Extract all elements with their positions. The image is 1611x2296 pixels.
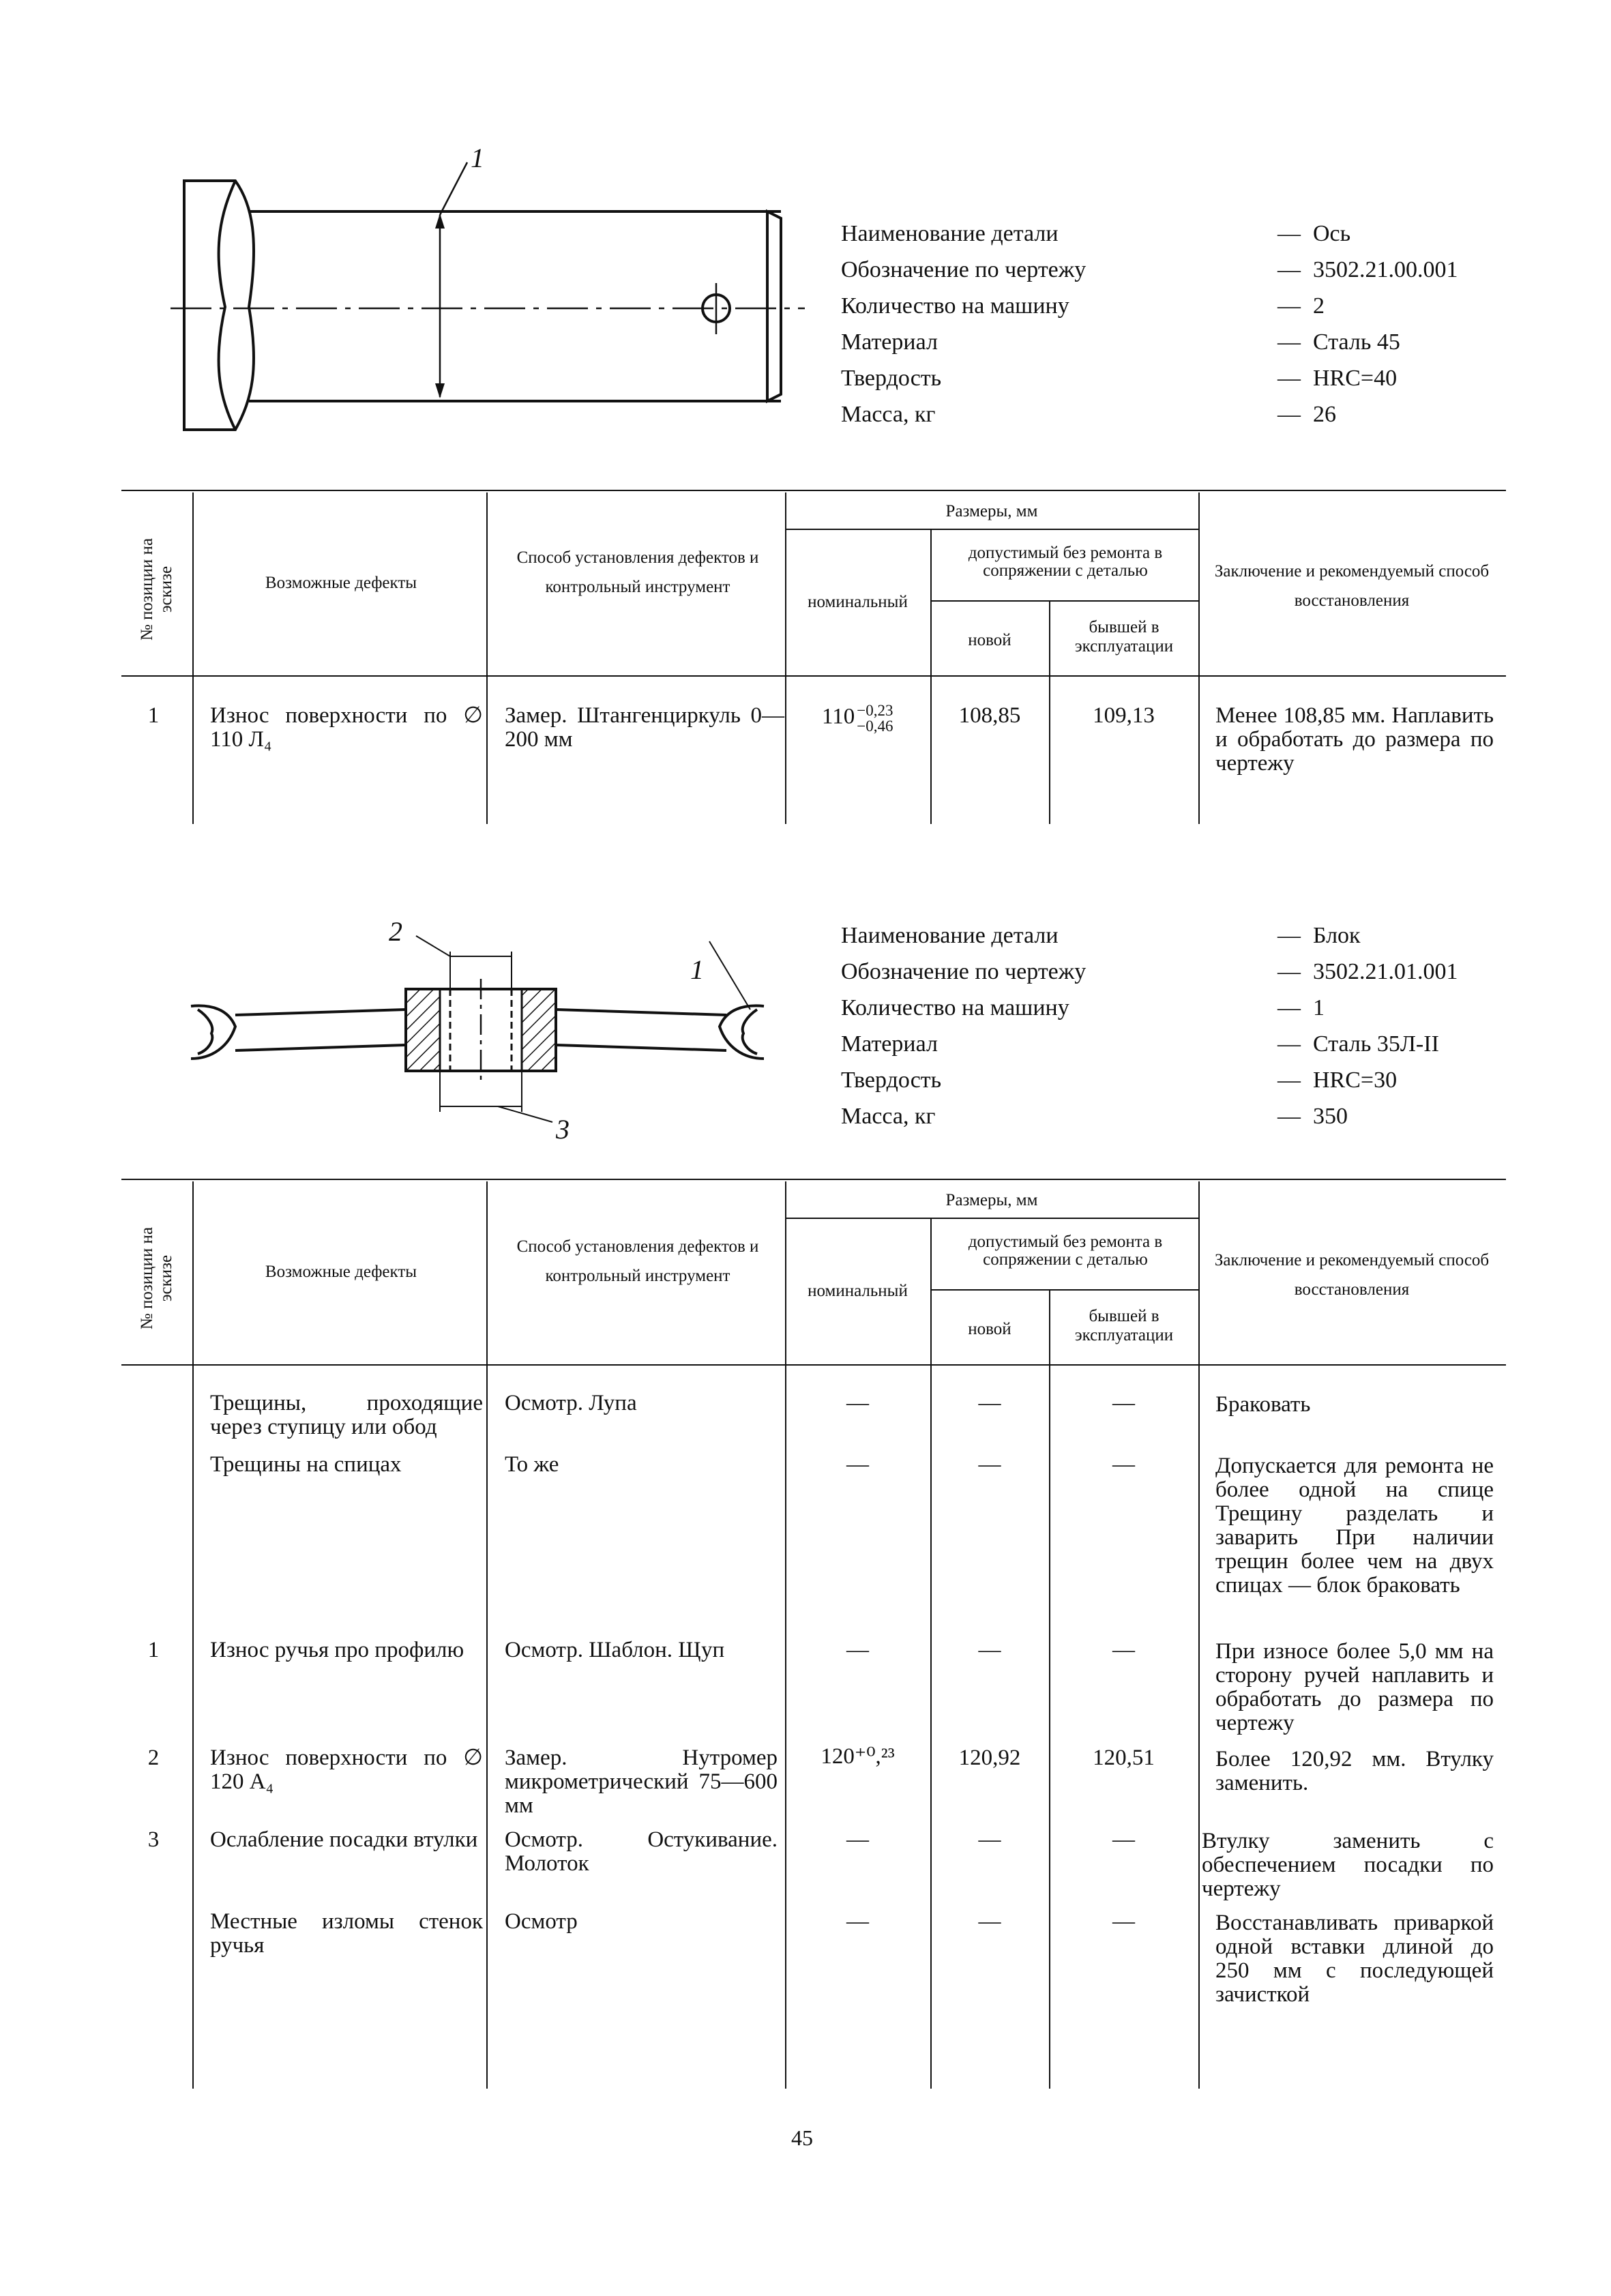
row-nominal: — bbox=[846, 1452, 869, 1477]
header-nominal: номинальный bbox=[808, 593, 908, 611]
row-method: Замер. Штангенциркуль 0—200 мм bbox=[505, 703, 784, 752]
header-rule bbox=[930, 600, 1198, 602]
row-used: — bbox=[1112, 1827, 1135, 1852]
property-value: Сталь 35Л-II bbox=[1313, 1031, 1439, 1057]
property-row bbox=[841, 1098, 1458, 1134]
property-row bbox=[841, 288, 1458, 324]
table-top-rule bbox=[121, 490, 1506, 491]
property-row bbox=[841, 917, 1458, 954]
nominal-lower-tol: −0,46 bbox=[857, 718, 893, 735]
header-used: бывшей в эксплуатации bbox=[1074, 1307, 1174, 1344]
property-dash: — bbox=[1277, 221, 1301, 246]
property-value: Блок bbox=[1313, 923, 1361, 948]
col-divider bbox=[192, 1181, 194, 2089]
row-nominal: 120⁺⁰,²³ bbox=[821, 1744, 895, 1769]
property-row bbox=[841, 252, 1458, 288]
header-bottom-rule bbox=[121, 1364, 1506, 1366]
row-new: 120,92 bbox=[958, 1746, 1021, 1770]
nominal-upper-tol: −0,23 bbox=[857, 702, 893, 719]
row-used: — bbox=[1112, 1909, 1135, 1934]
col-divider bbox=[192, 492, 194, 824]
row-used: — bbox=[1112, 1391, 1135, 1415]
row-nominal bbox=[822, 703, 924, 734]
property-value: 3502.21.01.001 bbox=[1313, 959, 1458, 984]
callout-1: 1 bbox=[471, 143, 484, 173]
row-method: То же bbox=[505, 1452, 559, 1477]
row-used: — bbox=[1112, 1452, 1135, 1477]
row-pos: 1 bbox=[147, 1638, 160, 1662]
property-dash: — bbox=[1277, 1104, 1301, 1129]
property-label: Наименование детали bbox=[841, 221, 1059, 246]
property-dash: — bbox=[1277, 402, 1301, 427]
row-new: — bbox=[978, 1638, 1001, 1662]
row-nominal: — bbox=[846, 1391, 869, 1415]
header-defects: Возможные дефекты bbox=[265, 1263, 417, 1281]
header-used: бывшей в эксплуатации bbox=[1074, 618, 1174, 656]
row-conclusion: Восстанавливать приваркой одной вставки длиной до 250 мм с последующей зачисткой bbox=[1215, 1911, 1494, 2007]
col-divider bbox=[486, 492, 488, 824]
header-allowed: допустимый без ремонта в сопряжении с деталью bbox=[968, 544, 1163, 580]
row-pos: 3 bbox=[147, 1827, 160, 1852]
row-conclusion: Менее 108,85 мм. Наплавить и обработать до размера по чертежу bbox=[1215, 703, 1494, 776]
header-bottom-rule bbox=[121, 675, 1506, 677]
property-value: 2 bbox=[1313, 293, 1325, 319]
row-used: 109,13 bbox=[1093, 703, 1155, 728]
row-defect: Износ поверхности по ∅ 110 Л₄ bbox=[210, 703, 483, 752]
property-dash: — bbox=[1277, 366, 1301, 391]
row-defect: Ослабление посадки втулки bbox=[210, 1827, 478, 1852]
page-number: 45 bbox=[791, 2125, 813, 2150]
header-defects: Возможные дефекты bbox=[265, 574, 417, 592]
nominal-base: 110 bbox=[822, 704, 855, 729]
row-pos: 2 bbox=[147, 1746, 160, 1770]
property-label: Обозначение по чертежу bbox=[841, 959, 1087, 984]
row-used: — bbox=[1112, 1638, 1135, 1662]
row-method: Осмотр. Шаблон. Щуп bbox=[505, 1638, 725, 1662]
property-dash: — bbox=[1277, 959, 1301, 984]
property-dash: — bbox=[1277, 293, 1301, 319]
row-nominal: — bbox=[846, 1909, 869, 1934]
col-divider bbox=[1198, 1181, 1200, 2089]
property-row bbox=[841, 1026, 1458, 1062]
row-new: 108,85 bbox=[958, 703, 1021, 728]
property-label: Наименование детали bbox=[841, 923, 1059, 948]
header-conclusion: Заключение и рекомендуемый способ восстановления bbox=[1214, 1251, 1490, 1299]
row-conclusion: При износе более 5,0 мм на сторону ручей наплавить и обработать до размера по чертежу bbox=[1215, 1639, 1494, 1735]
property-row bbox=[841, 360, 1458, 396]
callout-3: 3 bbox=[556, 1114, 570, 1145]
axle-drawing bbox=[157, 143, 812, 443]
property-dash: — bbox=[1277, 995, 1301, 1020]
property-value: 26 bbox=[1313, 402, 1336, 427]
property-dash: — bbox=[1277, 329, 1301, 355]
property-value: HRC=30 bbox=[1313, 1068, 1398, 1093]
header-pos: № позиции на эскизе bbox=[138, 538, 175, 641]
header-method: Способ установления дефектов и контрольный инструмент bbox=[516, 1237, 759, 1285]
property-label: Масса, кг bbox=[841, 1104, 936, 1129]
property-label: Масса, кг bbox=[841, 402, 936, 427]
row-conclusion: Втулку заменить с обеспечением посадки по чертежу bbox=[1202, 1829, 1494, 1901]
row-method: Замер. Нутромер микрометрический 75—600 мм bbox=[505, 1746, 778, 1818]
header-rule bbox=[930, 1289, 1198, 1291]
header-rule bbox=[785, 1218, 1198, 1219]
row-conclusion: Браковать bbox=[1215, 1392, 1311, 1417]
col-divider bbox=[785, 1181, 786, 2089]
row-defect: Трещины, проходящие через ступицу или обод bbox=[210, 1391, 483, 1439]
row-defect: Трещины на спицах bbox=[210, 1452, 402, 1477]
row-method: Осмотр. Лупа bbox=[505, 1391, 637, 1415]
property-label: Твердость bbox=[841, 1068, 942, 1093]
property-row bbox=[841, 990, 1458, 1026]
row-used: 120,51 bbox=[1093, 1746, 1155, 1770]
callout-2: 2 bbox=[389, 916, 402, 947]
header-rule bbox=[785, 529, 1198, 530]
row-nominal: — bbox=[846, 1638, 869, 1662]
property-dash: — bbox=[1277, 1031, 1301, 1057]
header-sizes: Размеры, мм bbox=[945, 502, 1038, 520]
property-value: Ось bbox=[1313, 221, 1351, 246]
col-divider bbox=[1198, 492, 1200, 824]
property-value: 1 bbox=[1313, 995, 1325, 1020]
property-value: 350 bbox=[1313, 1104, 1348, 1129]
col-divider bbox=[486, 1181, 488, 2089]
part1-properties bbox=[841, 216, 1458, 432]
row-defect: Износ ручья про профилю bbox=[210, 1638, 464, 1662]
row-new: — bbox=[978, 1827, 1001, 1852]
property-row bbox=[841, 324, 1458, 360]
property-dash: — bbox=[1277, 257, 1301, 282]
property-dash: — bbox=[1277, 1068, 1301, 1093]
property-value: HRC=40 bbox=[1313, 366, 1398, 391]
row-conclusion: Более 120,92 мм. Втулку заменить. bbox=[1215, 1747, 1494, 1795]
row-conclusion: Допускается для ремонта не более одной на спице Трещину разделать и заварить При наличии трещин более чем на двух спицах — блок браковать bbox=[1215, 1454, 1494, 1598]
property-row bbox=[841, 954, 1458, 990]
row-defect: Износ поверхности по ∅ 120 А₄ bbox=[210, 1746, 483, 1794]
property-value: 3502.21.00.001 bbox=[1313, 257, 1458, 282]
property-label: Количество на машину bbox=[841, 293, 1069, 319]
header-new: новой bbox=[968, 631, 1011, 649]
row-method: Осмотр bbox=[505, 1909, 578, 1934]
row-defect: Местные изломы стенок ручья bbox=[210, 1909, 483, 1958]
header-pos: № позиции на эскизе bbox=[138, 1226, 175, 1330]
property-row bbox=[841, 1062, 1458, 1098]
header-sizes: Размеры, мм bbox=[945, 1191, 1038, 1209]
row-method: Осмотр. Остукивание. Молоток bbox=[505, 1827, 778, 1876]
property-row bbox=[841, 396, 1458, 432]
header-allowed: допустимый без ремонта в сопряжении с деталью bbox=[968, 1233, 1163, 1269]
row-new: — bbox=[978, 1391, 1001, 1415]
row-new: — bbox=[978, 1452, 1001, 1477]
col-divider bbox=[785, 492, 786, 824]
header-new: новой bbox=[968, 1320, 1011, 1338]
callout-1: 1 bbox=[690, 954, 704, 985]
header-conclusion: Заключение и рекомендуемый способ восстановления bbox=[1214, 562, 1490, 610]
header-nominal: номинальный bbox=[808, 1282, 908, 1300]
property-value: Сталь 45 bbox=[1313, 329, 1400, 355]
property-label: Твердость bbox=[841, 366, 942, 391]
table-top-rule bbox=[121, 1179, 1506, 1180]
property-label: Количество на машину bbox=[841, 995, 1069, 1020]
pulley-block-drawing bbox=[171, 914, 784, 1139]
part2-properties bbox=[841, 917, 1458, 1134]
row-pos: 1 bbox=[147, 703, 160, 728]
property-label: Материал bbox=[841, 329, 938, 355]
property-label: Обозначение по чертежу bbox=[841, 257, 1087, 282]
property-label: Материал bbox=[841, 1031, 938, 1057]
row-nominal: — bbox=[846, 1827, 869, 1852]
row-new: — bbox=[978, 1909, 1001, 1934]
property-row bbox=[841, 216, 1458, 252]
header-method: Способ установления дефектов и контрольный инструмент bbox=[516, 548, 759, 596]
property-dash: — bbox=[1277, 923, 1301, 948]
